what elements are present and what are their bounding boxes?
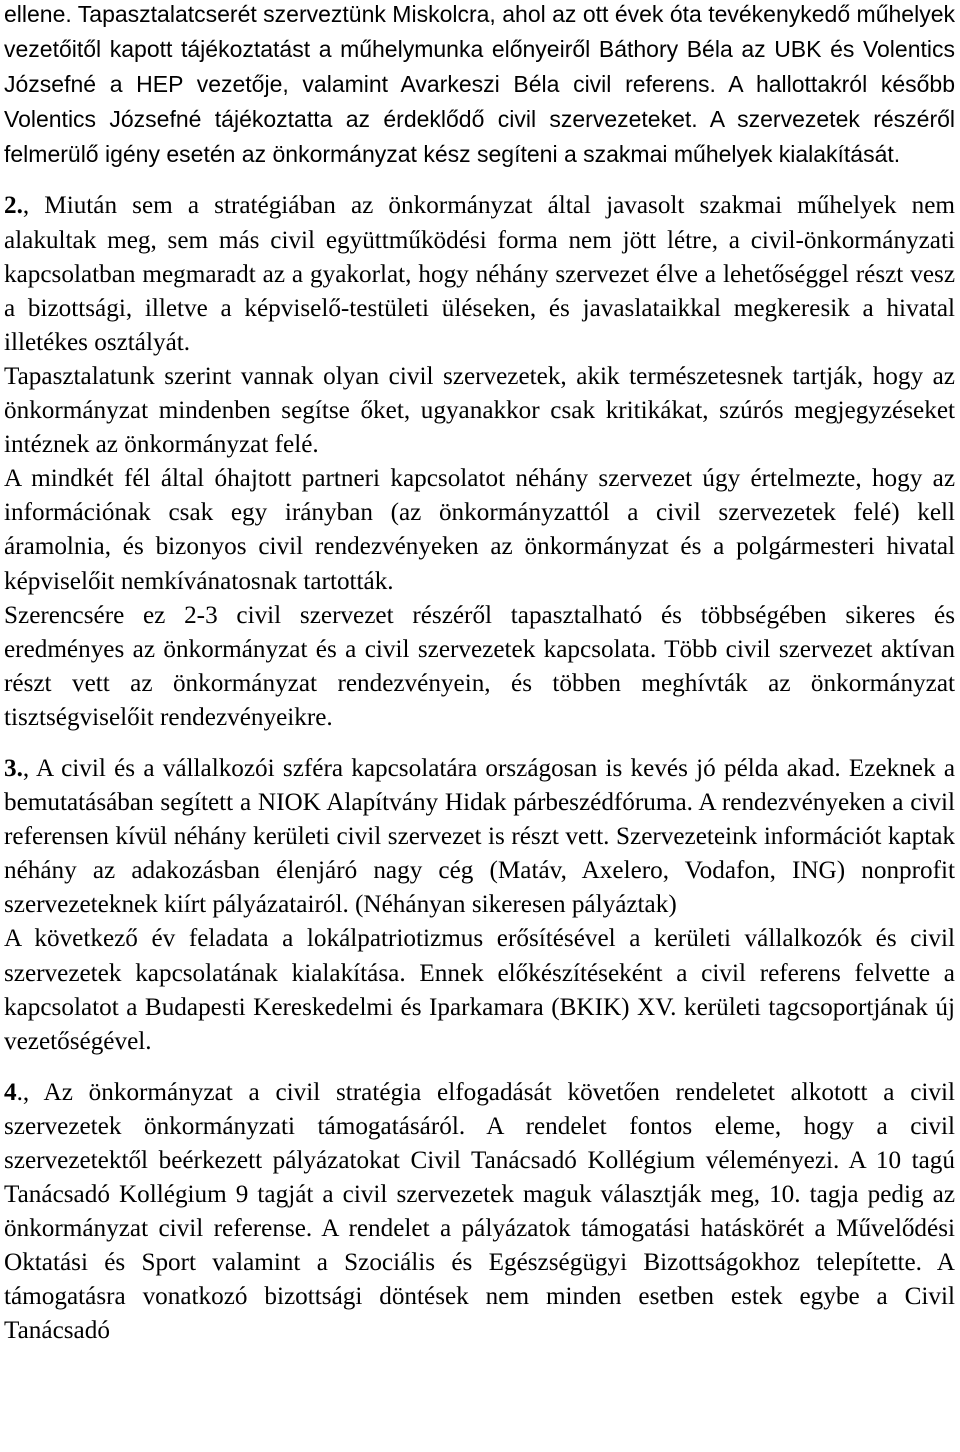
paragraph-lead-word: ellene. [4, 1, 72, 27]
paragraph-experience: Tapasztalatunk szerint vannak olyan civil szervezetek, akik természetesnek tartják, hogy az önkormányzat mindenben segítse őket, ugyanakkor csak kritikákat, szúrós megjegyzéseket intéznek az önkormányzat felé. [4, 362, 955, 459]
paragraph-text: , A civil és a vállalkozói szféra kapcsolatára országosan is kevés jó példa akad. Ezeknek a bemutatásában segített a NIOK Alapítvány Hidak párbeszédfóruma. A rendezvényeken a civil referensen kívül néhány kerületi civil szervezet is részt vett. Szervezeteink információt kaptak néhány az adakozásban élenjáró nagy cég (Matáv, Axelero, Vodafon, ING) nonprofit szervezeteknek kiírt pályázatairól. (Néhányan sikeresen pályáztak) [4, 754, 955, 919]
paragraph-section-4 [4, 1076, 955, 1349]
paragraph-text: , Miután sem a stratégiában az önkormányzat által javasolt szakmai műhelyek nem alakultak meg, sem más civil együttműködési forma nem jött létre, a civil-önkormányzati kapcsolatban megmaradt az a gyakorlat, hogy néhány szervezet élve a lehetőséggel részt vesz a bizottsági, illetve a képviselő-testületi üléseken, és javaslataikkal megkeresik a hivatal illetékes osztályát. [4, 192, 955, 356]
paragraph-section-2 [4, 189, 955, 359]
paragraph-spacer [4, 172, 955, 189]
paragraph-text: , Az önkormányzat a civil stratégia elfogadását követően rendeletet alkotott a civil szervezetek önkormányzati támogatásáról. A rendelet fontos eleme, hogy a civil szervezetektől beérkezett pályázatokat Civil Tanácsadó Kollégium véleményezi. A 10 tagú Tanácsadó Kollégium 9 tagját a civil szervezetek maguk választják meg, 10. tagja pedig az önkormányzat civil referense. A rendelet a pályázatok támogatási hatáskörét a Művelődési Oktatási és Sport valamint a Szociális és Egészségügyi Bizottságokhoz telepítette. A támogatásra vonatkozó bizottsági döntések nem minden esetben estek egybe a Civil Tanácsadó [4, 1078, 955, 1345]
document-page [4, 0, 955, 1349]
section-number: 2. [4, 192, 23, 220]
paragraph-spacer [4, 1059, 955, 1076]
section-number-dot: . [16, 1078, 23, 1106]
section-number: 4 [4, 1078, 17, 1106]
paragraph-section-3 [4, 752, 955, 922]
paragraph-text: Tapasztalatcserét szerveztünk Miskolcra, ahol az ott évek óta tevékenykedő műhelyek vezetőitől kapott tájékoztatást a műhelymunka előnyeiről Báthory Béla az UBK és Volentics Józsefné a HEP vezetője, valamint Avarkeszi Béla civil referens. A hallottakról később Volentics Józsefné tájékoztatta az érdeklődő civil szervezeteket. A szervezetek részéről felmerülő igény esetén az önkormányzat kész segíteni a szakmai műhelyek kialakítását. [4, 1, 955, 168]
section-number: 3. [4, 754, 23, 782]
paragraph-partnership: A mindkét fél által óhajtott partneri kapcsolatot néhány szervezet úgy értelmezte, hogy az információnak csak egy irányban (az önkormányzattól a civil szervezetek felé) kell áramolnia, és bizonyos civil rendezvényeken az önkormányzat és a polgármesteri hivatal képviselőit nemkívánatosnak tartották. [4, 465, 955, 595]
paragraph-spacer [4, 735, 955, 752]
paragraph-exchange-miskolc [4, 0, 955, 172]
paragraph-next-year: A következő év feladata a lokálpatriotizmus erősítésével a kerületi vállalkozók és civil szervezetek kapcsolatának kialakítása. Ennek előkészítéseként a civil referens felvette a kapcsolatot a Budapesti Kereskedelmi és Iparkamara (BKIK) XV. kerületi tagcsoportjának új vezetőségével. [4, 925, 955, 1055]
paragraph-success: Szerencsére ez 2-3 civil szervezet részéről tapasztalható és többségében sikeres és eredményes az önkormányzat és a civil szervezetek kapcsolata. Több civil szervezet aktívan részt vett az önkormányzat rendezvényein, és többen meghívták az önkormányzat tisztségviselőit rendezvényeikre. [4, 601, 955, 731]
